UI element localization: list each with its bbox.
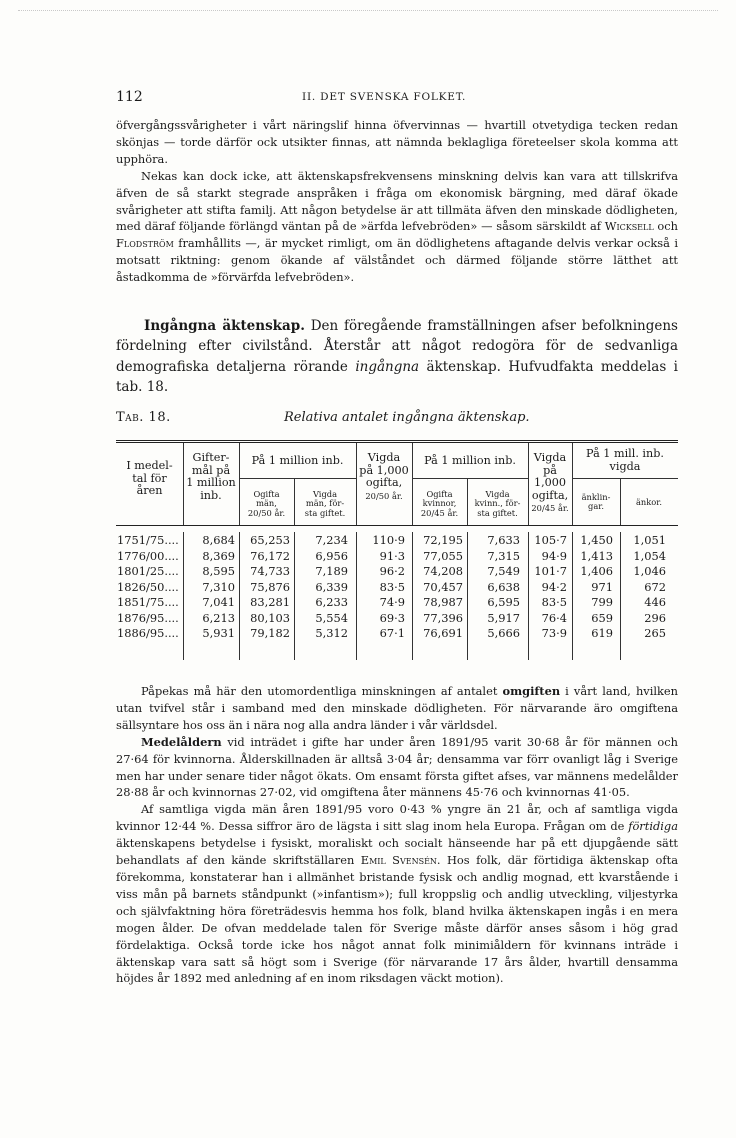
- table-cell: 83,281: [250, 595, 290, 609]
- header-vigda-kvinnor: Vigda kvinn., för- sta giftet.: [474, 489, 521, 518]
- table-cell: 83·5: [541, 595, 567, 609]
- table-cell: 78,987: [423, 595, 463, 609]
- column-vigda-kvinnor: [468, 533, 520, 642]
- author-flodstrom: Flodström: [116, 236, 174, 251]
- paragraph-fortidiga: Af samtliga vigda män åren 1891/95 voro 0·43 % yngre än 21 år, och af samtliga vigda kvinnor 12·44 %. Dessa siffror äro de lägsta i sitt slag inom hela Europa. Frågan om de förtidiga äktenskapens betydelse i fysiskt, moraliskt och socialt hänseende har på ett djupgående sätt behandlats af den kände skriftställaren Emil Svensén. Hos folk, där förtidiga äktenskap ofta förekomma, konstaterar han i allmänhet bristande fysisk och andlig mognad, ett kvarstående i viss mån på barnets ståndpunkt (»infantism»); full kroppslig och andlig utveckling, viljestyrka och självfaktning höra företrädesvis hemma hos folk, bland hvilka äktenskapen ingås i en mera mogen ålder. De ofvan meddelade talen för Sverige måste därför anses såsom i hög grad fördelaktiga. Också torde icke hos något annat folk minimiåldern för kvinnans inträde i äktenskap vara satt så högt som i Sverige (för närvarande 17 års ålder, hvartill densamma höjdes år 1892 med anledning af en inom riksdagen väckt motion).: [116, 802, 678, 986]
- table-cell: 6,233: [315, 595, 348, 609]
- table-cell: 1,450: [580, 533, 613, 547]
- table-cell: 7,633: [487, 533, 520, 547]
- author-wicksell: Wicksell: [604, 219, 654, 234]
- table-cell: 1,406: [580, 564, 613, 578]
- table-18: [116, 440, 678, 664]
- header-anklingar: änklin- gar.: [581, 492, 611, 512]
- table-cell: 5,931: [202, 626, 235, 640]
- table-title: Relativa antalet ingångna äktenskap.: [284, 410, 530, 425]
- header-pa-1-mill-vigda: På 1 mill. inb. vigda: [586, 447, 664, 473]
- table-cell: 1851/75....: [117, 595, 179, 609]
- table-cell: 7,315: [487, 548, 520, 563]
- table-cell: 8,369: [202, 548, 235, 563]
- table-cell: 79,182: [250, 626, 290, 640]
- table-cell: 1886/95....: [117, 626, 179, 640]
- table-cell: 5,917: [487, 610, 520, 625]
- table-cell: 265: [644, 626, 666, 640]
- table-cell: 76·4: [541, 610, 567, 625]
- table-cell: 971: [591, 579, 613, 594]
- table-cell: 7,189: [315, 564, 348, 578]
- running-head: II. DET SVENSKA FOLKET.: [302, 91, 467, 103]
- table-cell: 75,876: [250, 579, 290, 594]
- paragraph-medelaldern: Medelåldern vid inträdet i gifte har under åren 1891/95 varit 30·68 år för männen och 27·64 för kvinnorna. Ålderskillnaden är alltså 3·04 år; densamma var förr ovanligt låg i Sverige men har under senare tider något ökats. Om ensamt första giftet afses, var männens medelålder 28·88 år och kvinnornas 27·02, vid omgiftena åter männens 45·76 och kvinnornas 41·05.: [116, 734, 678, 800]
- author-svensen: Emil Svensén: [360, 853, 437, 868]
- table-cell: 1,046: [633, 564, 666, 578]
- header-vigda-pa-1000-men: Vigda på 1,000 ogifta, 20/50 år.: [359, 451, 409, 501]
- table-cell: 6,595: [487, 595, 520, 609]
- table-cell: 8,595: [202, 564, 235, 578]
- table-cell: 6,339: [315, 579, 348, 594]
- table-cell: 5,554: [315, 610, 348, 625]
- table-cell: 70,457: [423, 579, 463, 594]
- table-label: Tab. 18.: [116, 410, 171, 425]
- table-cell: 94·9: [541, 548, 567, 563]
- table-cell: 80,103: [250, 610, 290, 625]
- table-cell: 72,195: [423, 533, 463, 547]
- column-vigda-pa-1000-women: [529, 533, 567, 642]
- table-cell: 1826/50....: [117, 579, 179, 594]
- table-cell: 1776/00....: [117, 548, 179, 563]
- table-cell: 1751/75....: [117, 533, 179, 547]
- table-cell: 7,041: [202, 595, 235, 609]
- table-cell: 1876/95....: [117, 610, 179, 625]
- header-pa-1-million-men: På 1 million inb.: [251, 454, 344, 467]
- table-cell: 74·9: [379, 595, 405, 609]
- header-giftermal: Gifter- mål på 1 million inb.: [186, 451, 236, 502]
- column-giftermal: [184, 533, 235, 642]
- column-vigda-man: [295, 533, 348, 642]
- table-cell: 7,549: [487, 564, 520, 578]
- table-cell: 77,055: [423, 548, 463, 563]
- page-number: 112: [116, 89, 143, 105]
- table-cell: 799: [591, 595, 613, 609]
- table-cell: 101·7: [534, 564, 567, 578]
- section-heading: Ingångna äktenskap.: [144, 318, 305, 334]
- table-cell: 76,172: [250, 548, 290, 563]
- column-ogifta-man: [240, 533, 290, 642]
- section-paragraph: Ingångna äktenskap. Den föregående framställningen afser befolkningens fördelning efter civilstånd. Återstår att något redogöra för de sedvanliga demografiska detaljerna rörande ingångna äktenskap. Hufvudfakta meddelas i tab. 18.: [116, 318, 678, 396]
- header-ogifta-kvinnor: Ogifta kvinnor, 20/45 år.: [420, 489, 459, 518]
- top-paragraphs: [116, 117, 678, 286]
- table-cell: 96·2: [379, 564, 405, 578]
- table-cell: 659: [591, 610, 613, 625]
- table-top-rule: [116, 440, 678, 443]
- table-cell: 69·3: [379, 610, 405, 625]
- paragraph-continuation: öfvergångssvårigheter i vårt näringslif hinna öfvervinnas — hvartill otvetydiga tecken redan skönjas — torde därför ock utsikter finnas, att nämnda beklagliga företeelser skola komma att upphöra.: [116, 118, 678, 166]
- header-ogifta-man: Ogifta män, 20/50 år.: [247, 489, 286, 518]
- paragraph-nekas: Nekas kan dock icke, att äktenskapsfrekvensens minskning delvis kan vara att tillskrifva äfven de så starkt stegrade anspråken i fråga om ekonomisk bärgning, med däraf ökade svårigheter att stifta familj. Att någon betydelse är att tillmäta äfven den minskade dödligheten, med däraf följande förlängd väntan på de »ärfda lefvebröden» — såsom särskildt af Wicksell och Flodström framhållits —, är mycket rimligt, om än dödlighetens aftagande delvis verkar också i motsatt riktning: genom ökande af välståndet och därmed följande större lätthet att åstadkomma de »förvärfda lefvebröden».: [116, 168, 678, 285]
- table-cell: 74,208: [423, 564, 463, 578]
- table-cell: 76,691: [423, 626, 463, 640]
- table-cell: 5,666: [487, 626, 520, 640]
- table-cell: 1,413: [580, 548, 613, 563]
- table-cell: 296: [644, 610, 666, 625]
- table-cell: 8,684: [202, 533, 235, 547]
- section-ingangna: [116, 316, 678, 398]
- header-vigda-man: Vigda män, för- sta giftet.: [304, 489, 346, 518]
- header-vigda-pa-1000-women: Vigda på 1,000 ogifta, 20/45 år.: [531, 451, 569, 513]
- table-cell: 83·5: [379, 579, 405, 594]
- column-years: [117, 533, 183, 642]
- top-edge-rule: [18, 10, 718, 11]
- table-cell: 1801/25....: [117, 564, 179, 578]
- column-vigda-pa-1000-men: [357, 533, 405, 642]
- page-header: [116, 89, 676, 105]
- header-pa-1-million-women: På 1 million inb.: [424, 454, 516, 467]
- table-cell: 110·9: [372, 533, 405, 547]
- table-cell: 446: [644, 595, 666, 609]
- table-cell: 65,253: [250, 533, 290, 547]
- table-cell: 73·9: [541, 626, 567, 640]
- table-header-rule: [116, 525, 678, 526]
- table-cell: 7,310: [202, 579, 235, 594]
- paragraph-omgiften: Påpekas må här den utomordentliga minskningen af antalet omgiften i vårt land, hvilken utan tvifvel står i samband med den minskade dödligheten. För närvarande äro omgiftena sällsyntare hos oss än i nära nog alla andra länder i vår världsdel.: [116, 684, 678, 732]
- table-cell: 5,312: [315, 626, 348, 640]
- table-cell: 77,396: [423, 610, 463, 625]
- column-ankor: [621, 533, 666, 642]
- table-cell: 67·1: [379, 626, 405, 640]
- table-cell: 619: [591, 626, 613, 640]
- table-cell: 105·7: [534, 533, 567, 547]
- table-cell: 94·2: [541, 579, 567, 594]
- table-cell: 7,234: [315, 533, 348, 547]
- header-ankor: änkor.: [635, 497, 662, 507]
- table-caption: [116, 410, 678, 428]
- table-cell: 1,051: [633, 533, 666, 547]
- table-cell: 672: [644, 579, 666, 594]
- table-cell: 6,638: [487, 579, 520, 594]
- bottom-paragraphs: [116, 683, 678, 987]
- table-cell: 74,733: [250, 564, 290, 578]
- table-cell: 6,956: [315, 548, 348, 563]
- header-medeltal: I medel- tal för åren: [126, 459, 173, 497]
- column-ogifta-kvinnor: [413, 533, 463, 642]
- table-cell: 91·3: [379, 548, 405, 563]
- table-cell: 1,054: [633, 548, 666, 563]
- table-cell: 6,213: [202, 610, 235, 625]
- column-anklingar: [573, 533, 613, 642]
